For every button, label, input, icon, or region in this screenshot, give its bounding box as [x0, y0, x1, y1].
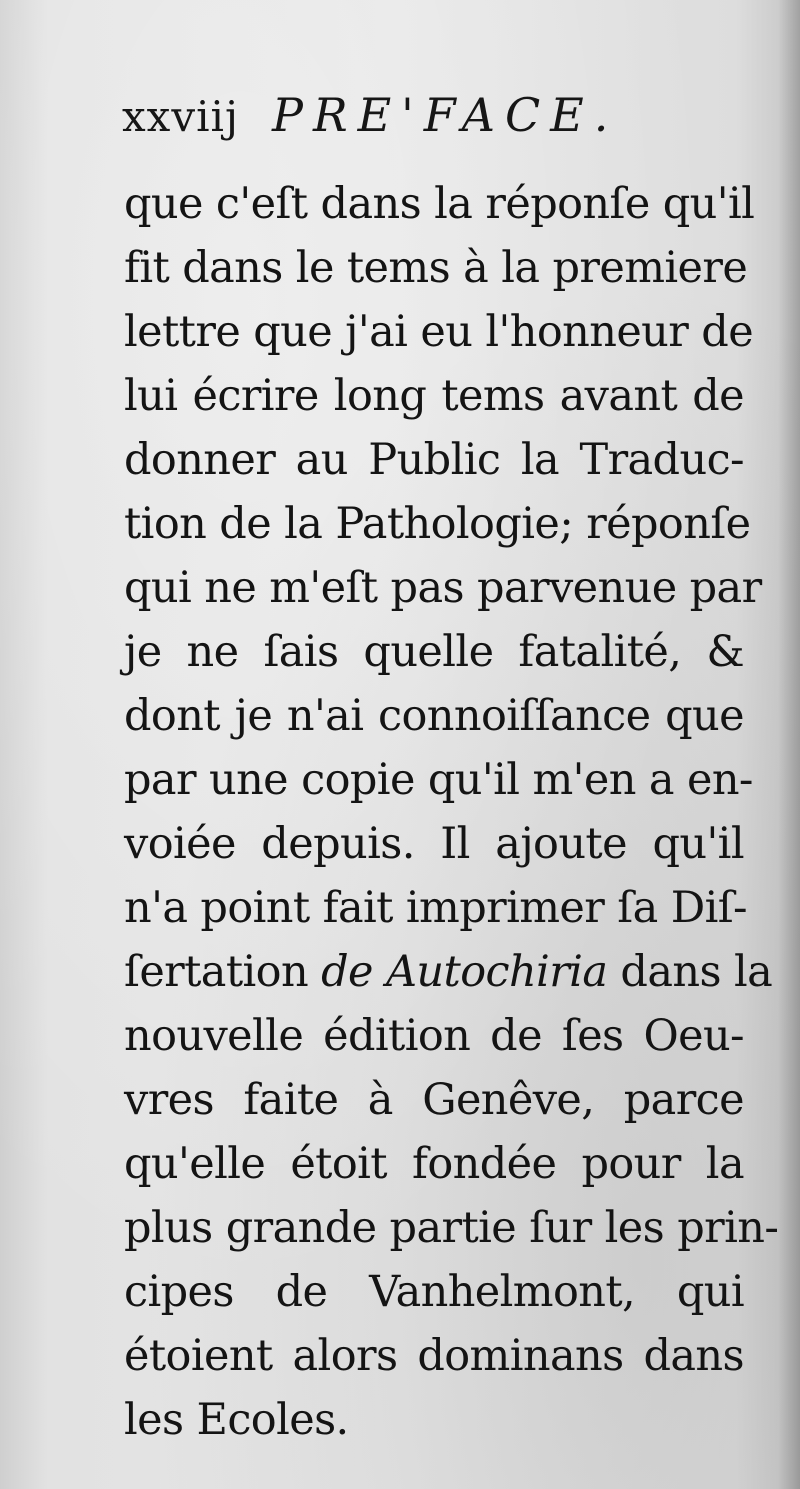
text-line: [124, 876, 747, 940]
text-line: [124, 428, 744, 492]
running-title: PRE'FACE.: [272, 88, 619, 142]
text-segment: ſertation: [124, 947, 322, 997]
text-line: [124, 492, 751, 556]
text-line: [124, 1324, 744, 1388]
text-segment: lettre que j'ai eu l'honneur de: [124, 307, 754, 357]
text-segment: que c'eſt dans la réponſe qu'il: [124, 179, 755, 229]
text-segment: étoient alors dominans dans: [124, 1331, 744, 1381]
text-segment: les Ecoles.: [124, 1395, 349, 1445]
text-line: [124, 1388, 744, 1452]
text-segment: nouvelle édition de ſes Oeu-: [124, 1011, 744, 1061]
text-segment: par une copie qu'il m'en a en-: [124, 755, 753, 805]
text-segment: n'a point fait imprimer ſa Diſ-: [124, 883, 747, 933]
text-line: [124, 300, 754, 364]
italic-text-segment: de Autochiria: [321, 947, 608, 997]
body-text: [124, 172, 779, 1452]
page-number: xxviij: [122, 92, 239, 141]
text-segment: tion de la Pathologie; réponſe: [124, 499, 751, 549]
text-segment: dans la: [607, 947, 773, 997]
text-line: [124, 940, 773, 1004]
text-segment: je ne ſais quelle fatalité, &: [124, 627, 744, 677]
page-header: [122, 88, 742, 152]
text-segment: donner au Public la Traduc-: [124, 435, 744, 485]
text-line: [124, 1196, 779, 1260]
text-line: [124, 236, 748, 300]
text-line: [124, 1004, 744, 1068]
text-line: [124, 1132, 744, 1196]
text-segment: qui ne m'eſt pas parvenue par: [124, 563, 762, 613]
text-segment: cipes de Vanhelmont, qui: [124, 1267, 744, 1317]
text-line: [124, 748, 753, 812]
text-segment: vres faite à Genêve, parce: [124, 1075, 744, 1125]
text-segment: qu'elle étoit fondée pour la: [124, 1139, 744, 1189]
text-segment: plus grande partie ſur les prin-: [124, 1203, 779, 1253]
text-line: [124, 684, 744, 748]
page-edge-shadow: [778, 0, 800, 1489]
text-segment: dont je n'ai connoiſſance que: [124, 691, 744, 741]
text-segment: voiée depuis. Il ajoute qu'il: [124, 819, 744, 869]
text-line: [124, 620, 744, 684]
text-line: [124, 1068, 744, 1132]
text-line: [124, 1260, 744, 1324]
text-segment: fit dans le tems à la premiere: [124, 243, 748, 293]
text-segment: lui écrire long tems avant de: [124, 371, 744, 421]
text-line: [124, 172, 755, 236]
text-line: [124, 812, 744, 876]
text-line: [124, 364, 744, 428]
text-line: [124, 556, 762, 620]
